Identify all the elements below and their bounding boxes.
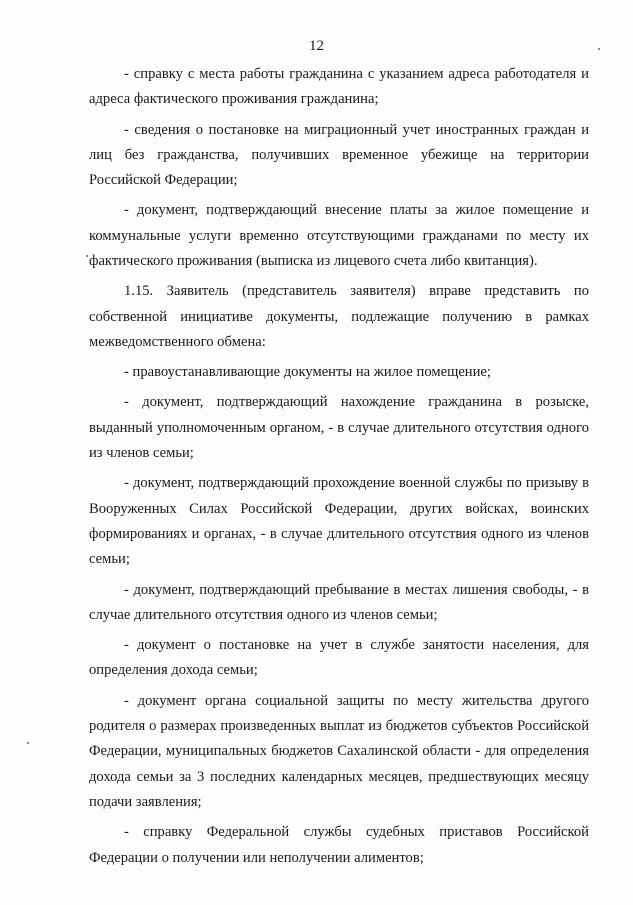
scan-speck <box>86 255 88 257</box>
paragraph-imprisonment: - документ, подтверждающий пребывание в местах лишения свободы, - в случае длительного отсутствия одного из членов семьи; <box>89 581 589 623</box>
paragraph-migration-registration: - сведения о постановке на миграционный учет иностранных граждан и лиц без гражданства, получивших временное убежище на территории Российской Федерации; <box>89 121 589 189</box>
paragraph-employment-registration: - документ о постановке на учет в службе занятости населения, для определения дохода семьи; <box>89 637 589 679</box>
paragraph-section-1-15: 1.15. Заявитель (представитель заявителя) вправе представить по собственной инициативе документы, подлежащие получению в рамках межведомственного обмена: <box>89 283 589 351</box>
paragraph-housing-payment: - документ, подтверждающий внесение платы за жилое помещение и коммунальные услуги временно отсутствующими гражданами по месту их фактического проживания (выписка из лицевого счета либо квитанция). <box>89 202 589 270</box>
paragraph-bailiff-certificate: - справку Федеральной службы судебных приставов Российской Федерации о получении или неполучении алиментов; <box>89 824 589 866</box>
paragraph-wanted-status: - документ, подтверждающий нахождение гражданина в розыске, выданный уполномоченным органом, - в случае длительного отсутствия одного из членов семьи; <box>89 394 589 462</box>
page-body <box>89 62 589 876</box>
paragraph-title-documents: - правоустанавливающие документы на жилое помещение; <box>124 364 491 381</box>
page-number: 12 <box>309 38 324 54</box>
scan-speck <box>598 48 600 50</box>
scan-speck <box>27 742 29 744</box>
paragraph-workplace-certificate: - справку с места работы гражданина с указанием адреса работодателя и адреса фактического проживания гражданина; <box>89 66 589 108</box>
paragraph-military-service: - документ, подтверждающий прохождение военной службы по призыву в Вооруженных Силах Российской Федерации, других войсках, воинских формированиях и органах, - в случае длительного отсутствия одного из членов семьи; <box>89 475 589 568</box>
paragraph-social-protection: - документ органа социальной защиты по месту жительства другого родителя о размерах произведенных выплат из бюджетов субъектов Российской Федерации, муниципальных бюджетов Сахалинской области - для определения дохода семьи за 3 последних календарных месяцев, предшествующих месяцу подачи заявления; <box>89 692 589 811</box>
